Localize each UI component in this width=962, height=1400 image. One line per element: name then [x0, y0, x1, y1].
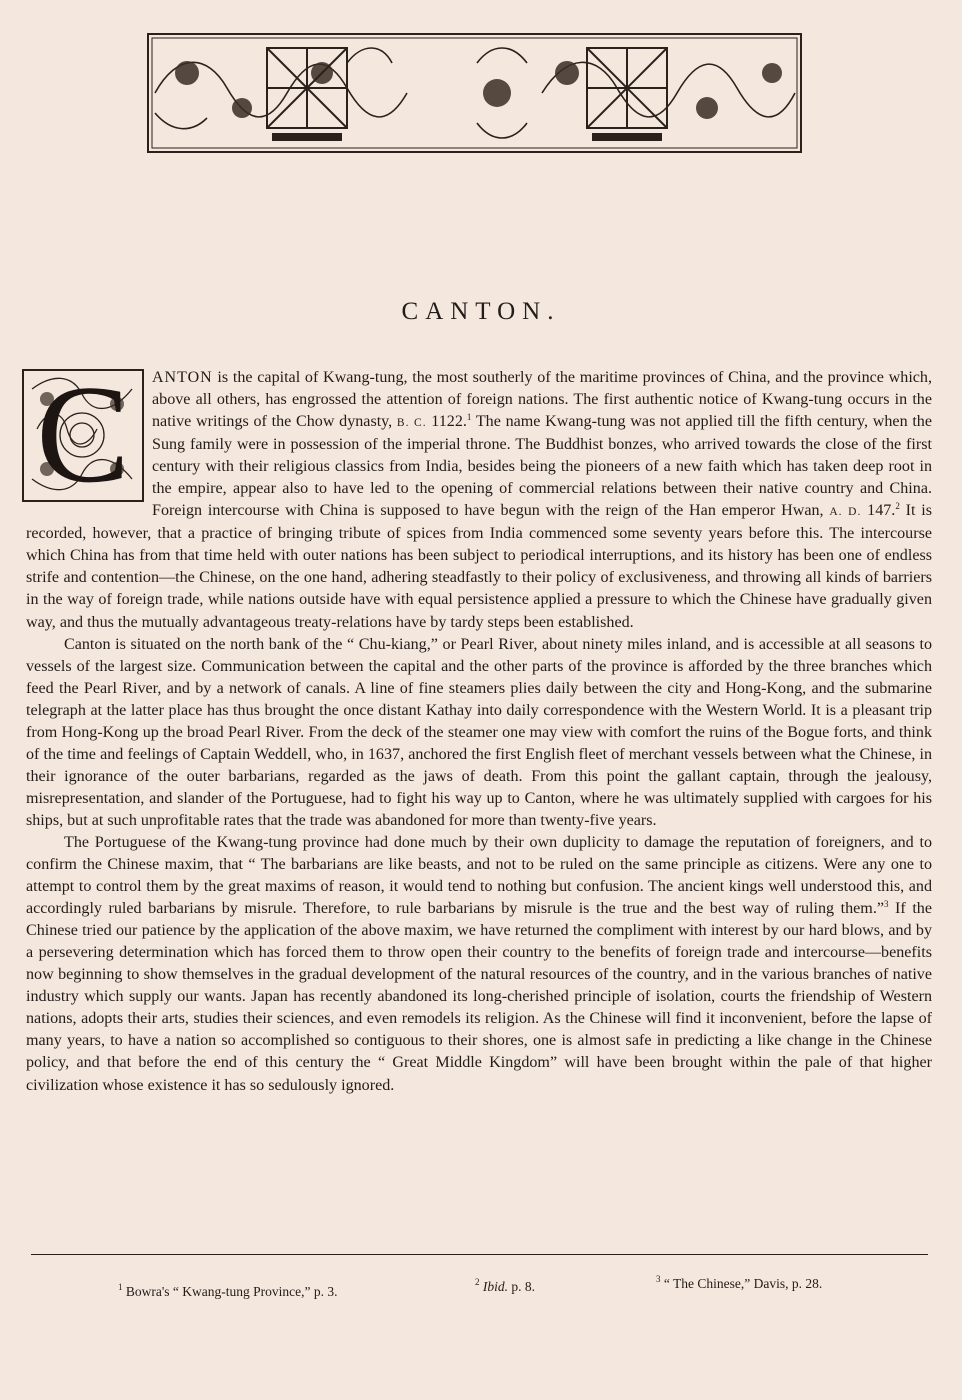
footnote-mark: 2 — [475, 1277, 480, 1287]
first-word: ANTON — [152, 369, 213, 386]
dropcap-letter: C — [36, 369, 130, 502]
footnote-text: Bowra's “ Kwang-tung Province,” p. 3. — [125, 1284, 338, 1299]
footnote-ref: 2 — [895, 501, 900, 512]
paragraph — [26, 367, 932, 634]
footnote-rule — [31, 1254, 928, 1255]
paragraph — [26, 832, 932, 1097]
text-run: The name Kwang-tung was not applied till the fifth century, when the Sung family were in possession of the imperial throne. The Buddhist bonzes, who arrived towards the close of the first century with their religious classics from India, besides being the pioneers of a new faith which has taken deep root in the empire, appear also to have led to the opening of commercial relations between their native country and China. Foreign intercourse with China is supposed to have begun with the reign of the Han emperor Hwan, — [152, 413, 932, 520]
small-caps-era: A. D. — [829, 506, 862, 519]
footnote-text: “ The Chinese,” Davis, p. 28. — [663, 1276, 823, 1291]
paragraphs — [26, 367, 932, 1097]
text-run: It is recorded, however, that a practice of bringing tribute of spices from India commenced some seventy years before this. The intercourse which China has from that time held with outer nations has been subject to periodical interruptions, and its history has been one of endless strife and contention—the Chinese, on the one hand, adhering steadfastly to their policy of exclusiveness, and throwing all kinds of barriers in the way of foreign trade, while nations outside have with equal persistence applied a pressure to which the Chinese have gradually given way, and thus the mutually advantageous treaty-relations have by tardy steps been established. — [26, 502, 932, 631]
footnote-3 — [656, 1276, 822, 1292]
footnote-1 — [118, 1284, 338, 1300]
small-caps-era: B. C. — [396, 417, 427, 430]
text-run: 1122. — [426, 413, 467, 431]
footnote-2 — [475, 1279, 535, 1295]
footnote-mark: 1 — [118, 1282, 123, 1292]
footnote-text: p. 8. — [508, 1279, 535, 1294]
text-run: 147. — [861, 502, 896, 520]
ornamental-headpiece — [147, 33, 802, 153]
footnote-ibid: Ibid. — [482, 1279, 508, 1294]
footnote-ref: 3 — [883, 899, 889, 910]
footnote-ref: 1 — [466, 412, 472, 423]
body-text — [26, 367, 932, 1097]
footnote-mark: 3 — [656, 1274, 661, 1284]
paragraph — [26, 634, 932, 832]
text-run: Canton is situated on the north bank of the “ Chu-kiang,” or Pearl River, about ninety miles inland, and is accessible at all seasons to vessels of the largest size. Communication between the capital and the other parts of the province is afforded by the three branches which feed the Pearl River, and by a network of canals. A line of fine steamers plies daily between the city and Hong-Kong, and the submarine telegraph at the latter place has thus brought the once distant Kathay into daily correspondence with the Western World. It is a pleasant trip from Hong-Kong up the broad Pearl River. From the deck of the steamer one may view with comfort the ruins of the Bogue forts, and think of the time and feelings of Captain Weddell, who, in 1637, anchored the first English fleet of merchant vessels between what the Chinese, in their ignorance of the outer barbarians, regarded as the jaws of death. From this point the gallant captain, through the jealousy, misrepresentation, and slander of the Portuguese, had to fight his way up to Canton, where he was ultimately supplied with cargoes for his ships, but at such unprofitable rates that the trade was abandoned for more than twenty-five years. — [26, 635, 932, 829]
text-run: The Portuguese of the Kwang-tung province had done much by their own duplicity to damage the reputation of foreigners, and to confirm the Chinese maxim, that “ The barbarians are like beasts, and not to be ruled on the same principle as citizens. Were any one to attempt to control them by the great maxims of reason, it would tend to nothing but confusion. The ancient kings well understood this, and accordingly ruled barbarians by misrule. Therefore, to rule barbarians by misrule is the true and the best way of ruling them.” — [26, 833, 932, 918]
text-run: is the capital of Kwang-tung, the most southerly of the maritime provinces of China, and the province which, above all others, has engrossed the attention of foreign nations. The first authentic notice of Kwang-tung occurs in the native writings of the Chow dynasty, — [152, 369, 932, 431]
text-run: If the Chinese tried our patience by the application of the above maxim, we have returned the compliment with interest by our hard blows, and by a persevering determination which has forced them to throw open their country to the benefits of foreign trade and intercourse—benefits now beginning to show themselves in the gradual development of the natural resources of the country, and in the various branches of native industry which supply our wants. Japan has recently abandoned its long-cherished principle of isolation, courts the friendship of Western nations, adopts their arts, studies their sciences, and even remodels its religion. As the Chinese will find it inconvenient, before the lapse of many years, to have a nation so accomplished so contiguous to their shores, one is almost safe in predicting a like change in the Chinese policy, and that before the end of this century the “ Great Middle Kingdom” will have been brought within the pale of that higher civilization whose existence it has so sedulously ignored. — [26, 900, 932, 1094]
ornamental-dropcap-c — [22, 369, 144, 502]
page-title: CANTON. — [401, 298, 561, 325]
